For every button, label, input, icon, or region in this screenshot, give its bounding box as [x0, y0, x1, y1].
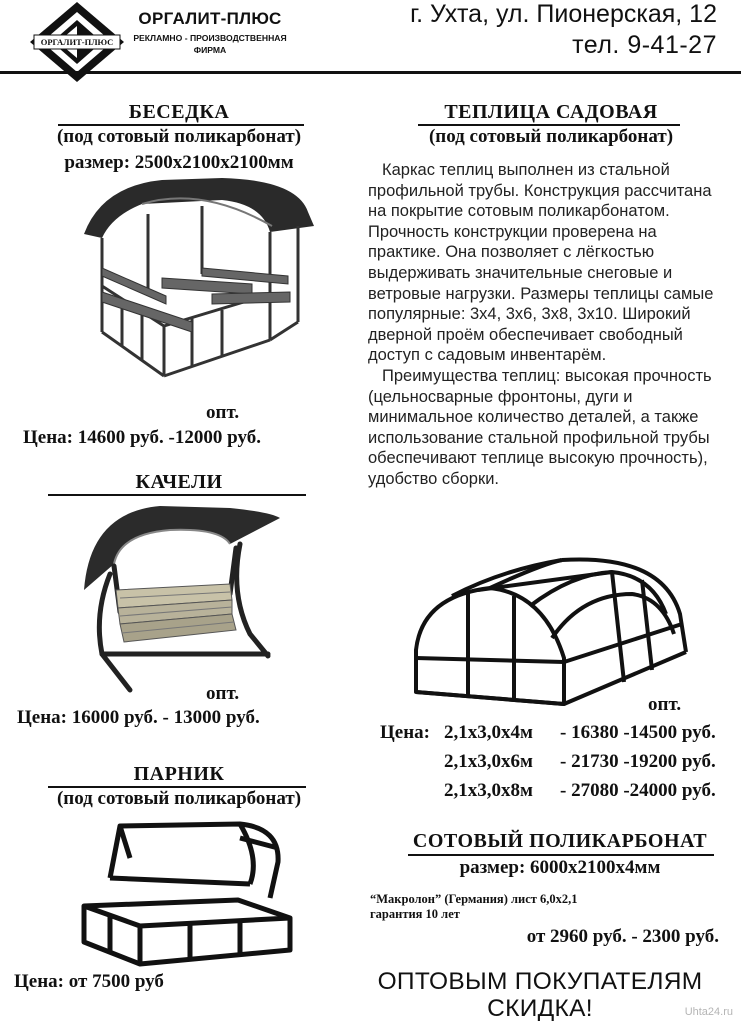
greenhouse-para1: Каркас теплиц выполнен из стальной профильной трубы. Конструкция рассчитана на покрытие сотовым поликарбонатом. Прочность конструкции проверена на практике. Она позволяет с лёгкостью выдерживать значительные снеговые и ветровые нагрузки. Размеры теплицы самые популярные: 3х4, 3х6, 3х8, 3х10. Широкий дверной проём обеспечивает свободный доступ с садовым инвентарём.	[368, 161, 714, 365]
header-divider	[0, 71, 741, 74]
greenhouse-row-1-size: 2,1х3,0х4м	[444, 722, 533, 743]
greenhouse-subtitle: (под сотовый поликарбонат)	[428, 126, 674, 147]
company-name: ОРГАЛИТ-ПЛЮС	[138, 9, 282, 28]
polycarbonate-size: размер: 6000х2100х4мм	[459, 857, 661, 878]
gazebo-subtitle: (под сотовый поликарбонат)	[56, 126, 302, 147]
swing-image	[80, 504, 280, 694]
company-logo	[30, 2, 124, 82]
greenhouse-row-1-price: - 16380 -14500 руб.	[560, 722, 716, 743]
hotbed-image	[80, 818, 296, 968]
swing-opt-label: опт.	[206, 683, 240, 704]
greenhouse-row-3-price: - 27080 -24000 руб.	[560, 780, 716, 801]
address: г. Ухта, ул. Пионерская, 12	[410, 0, 717, 28]
gazebo-title: БЕСЕДКА	[128, 101, 230, 123]
gazebo-price: Цена: 14600 руб. -12000 руб.	[23, 427, 261, 448]
logo-text: ОРГАЛИТ-ПЛЮС	[40, 37, 114, 47]
greenhouse-row-2-size: 2,1х3,0х6м	[444, 751, 533, 772]
company-type-line2: ФИРМА	[193, 45, 227, 55]
watermark: Uhta24.ru	[684, 1006, 733, 1018]
greenhouse-row-2-price: - 21730 -19200 руб.	[560, 751, 716, 772]
swing-price: Цена: 16000 руб. - 13000 руб.	[17, 707, 260, 728]
hotbed-title: ПАРНИК	[133, 763, 225, 785]
greenhouse-para2: Преимущества теплиц: высокая прочность (цельносварные фронтоны, дуги и минимальное количество деталей, а также использование стальной профильной трубы обеспечивают теплице высокую прочность), удобство сборки.	[368, 366, 712, 488]
footer-line1: ОПТОВЫМ ПОКУПАТЕЛЯМ	[377, 968, 703, 995]
hotbed-subtitle: (под сотовый поликарбонат)	[56, 788, 302, 809]
polycarbonate-price: от 2960 руб. - 2300 руб.	[526, 926, 719, 947]
greenhouse-row-3-size: 2,1х3,0х8м	[444, 780, 533, 801]
hotbed-price: Цена: от 7500 руб	[14, 971, 164, 992]
greenhouse-description	[368, 160, 718, 490]
gazebo-opt-label: опт.	[206, 402, 240, 423]
polycarbonate-title: СОТОВЫЙ ПОЛИКАРБОНАТ	[412, 830, 708, 852]
phone: тел. 9-41-27	[572, 31, 717, 59]
swing-title: КАЧЕЛИ	[135, 471, 223, 493]
polycarbonate-title-rule	[408, 854, 714, 856]
gazebo-size: размер: 2500х2100х2100мм	[64, 152, 294, 173]
polycarbonate-note1: “Макролон” (Германия) лист 6,0х2,1	[370, 892, 578, 906]
polycarbonate-note2: гарантия 10 лет	[370, 907, 460, 921]
gazebo-image	[82, 176, 314, 380]
swing-title-rule	[48, 494, 306, 496]
greenhouse-image	[412, 554, 692, 710]
greenhouse-title: ТЕПЛИЦА САДОВАЯ	[444, 101, 658, 123]
greenhouse-opt-label: опт.	[648, 694, 682, 715]
greenhouse-price-label: Цена:	[380, 722, 430, 743]
footer-line2: СКИДКА!	[487, 995, 593, 1022]
company-type-line1: РЕКЛАМНО - ПРОИЗВОДСТВЕННАЯ	[133, 33, 287, 43]
